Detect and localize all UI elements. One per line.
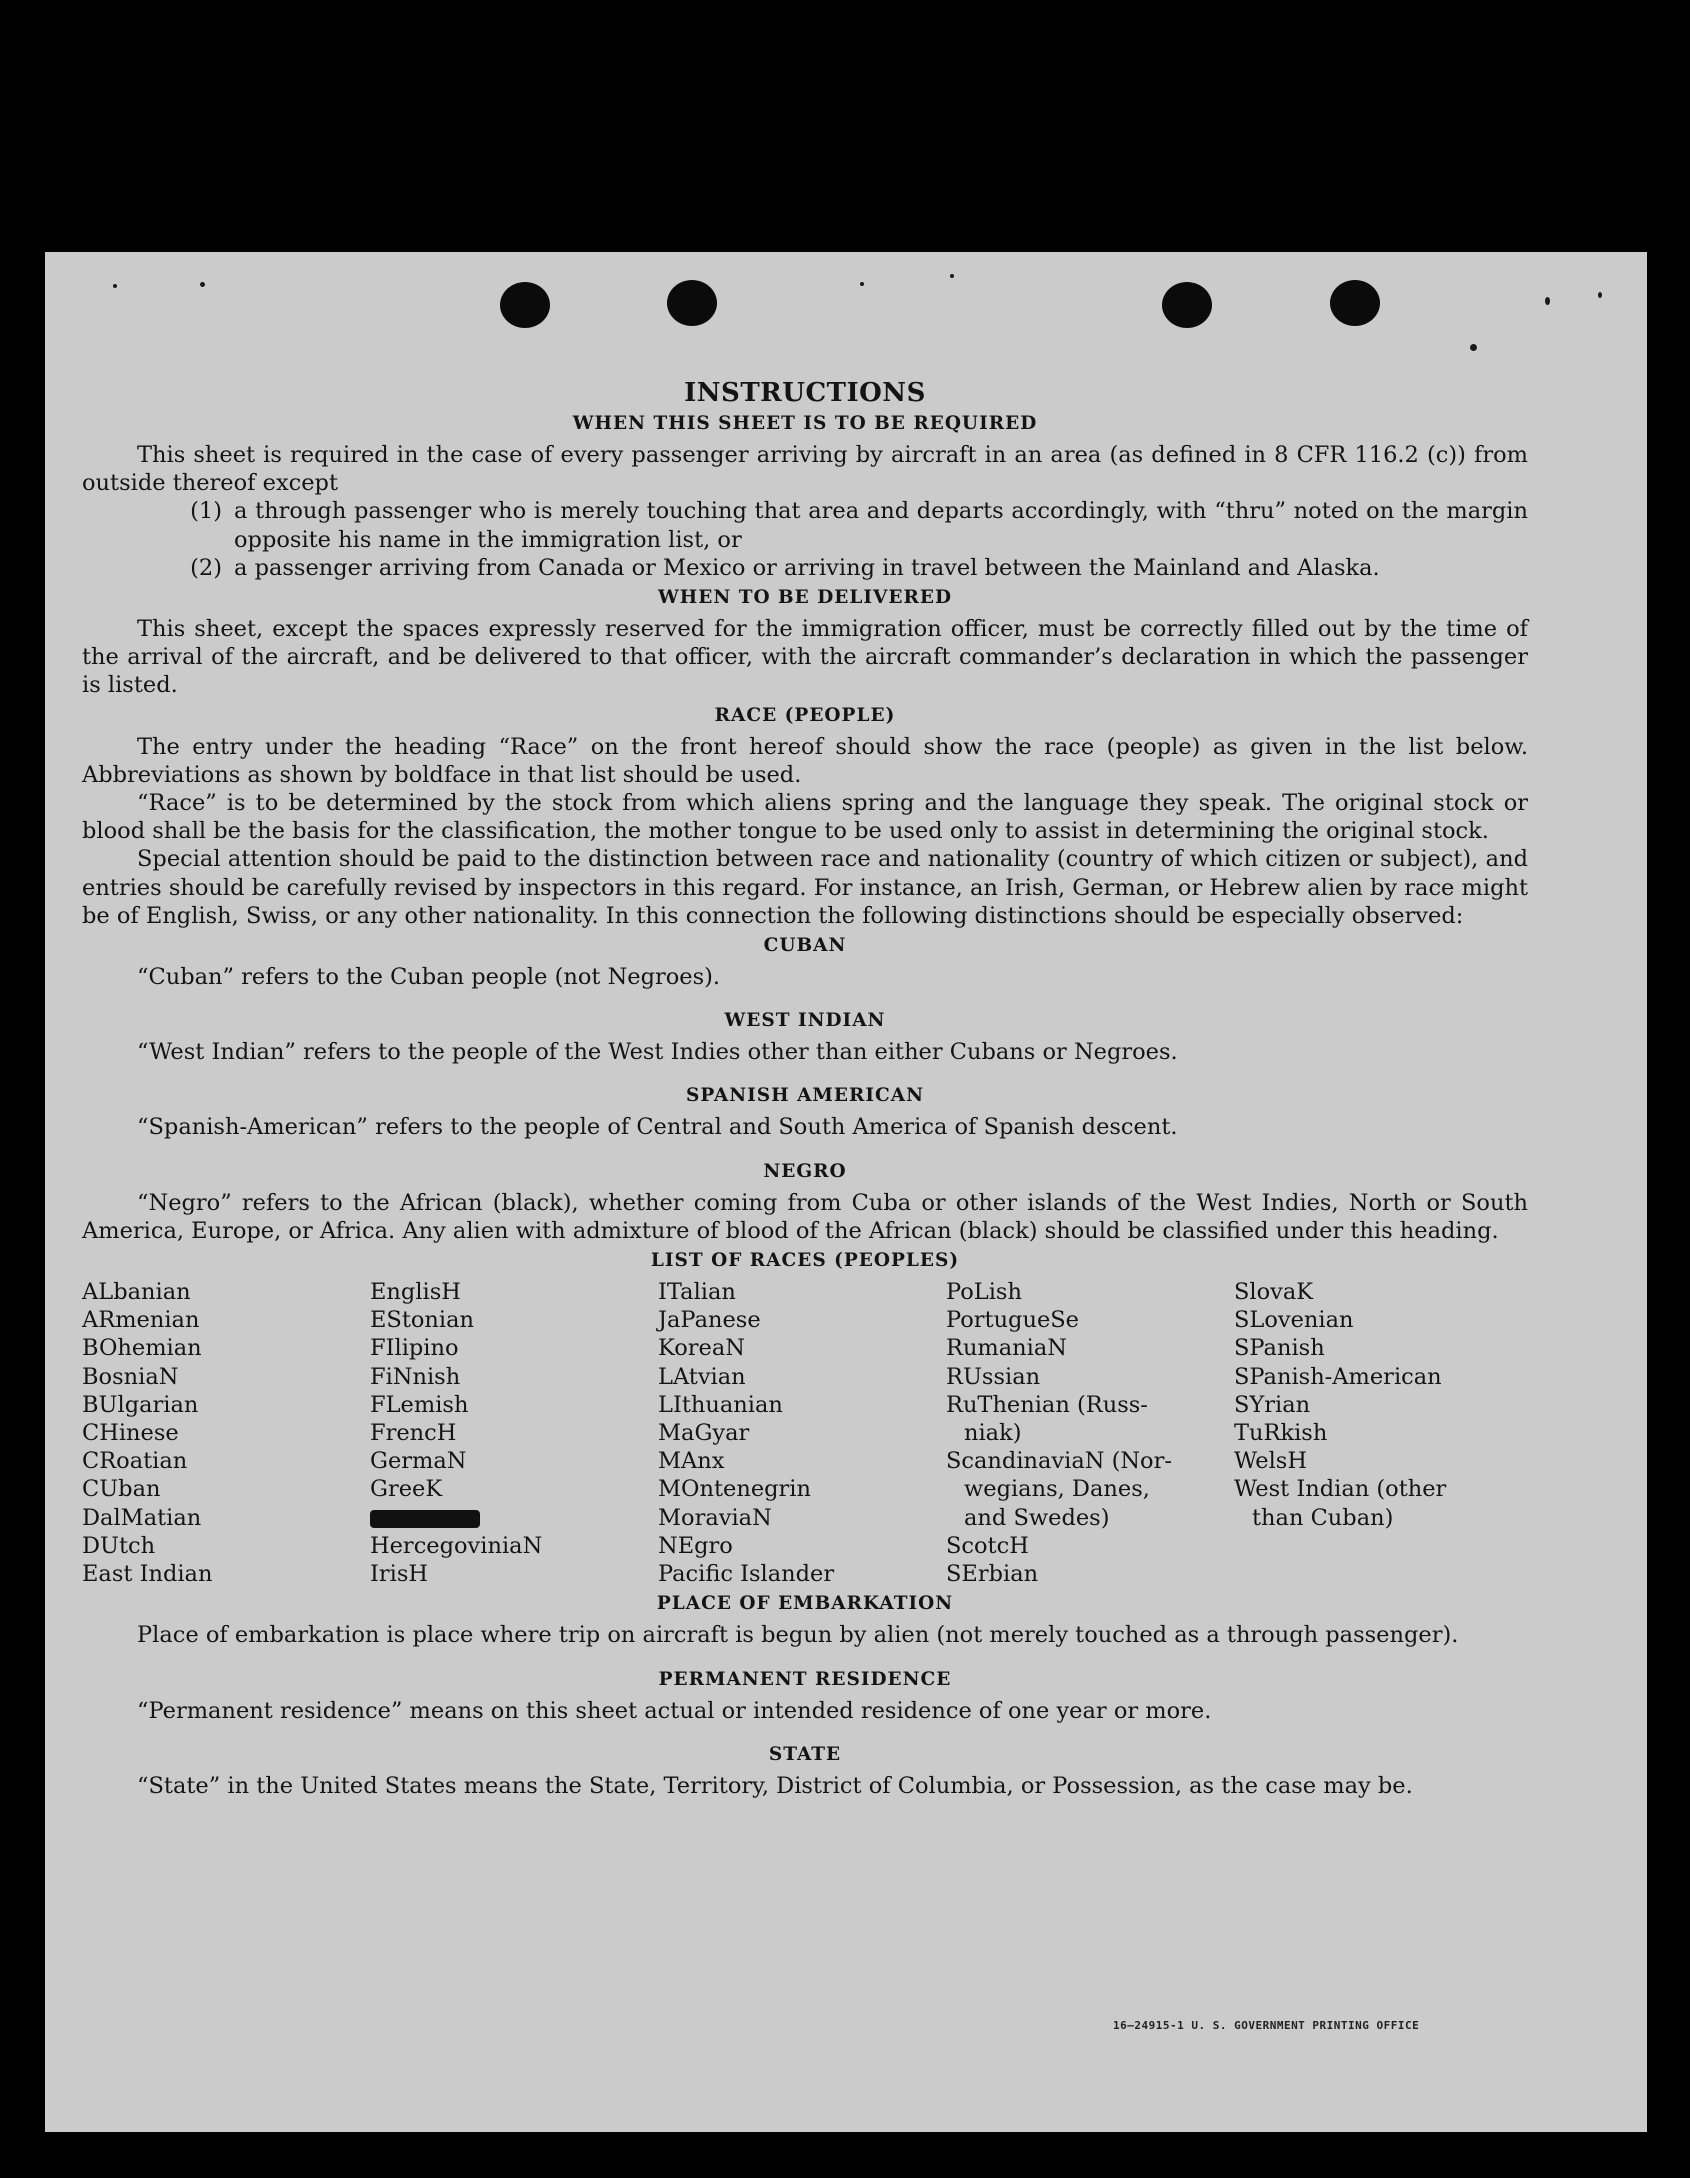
heading-embarkation: PLACE OF EMBARKATION: [656, 1593, 954, 1615]
speck: [950, 274, 954, 278]
race-entry: Pacific Islander: [658, 1561, 835, 1588]
races-list: [82, 1278, 1528, 1588]
race-entry: CUban: [82, 1476, 161, 1503]
races-column-2: [370, 1278, 658, 1588]
para-west-indian: “West Indian” refers to the people of the West Indies other than either Cubans or Negroes.: [137, 1039, 1178, 1066]
race-entry: MOntenegrin: [658, 1476, 811, 1503]
race-entry: LIthuanian: [658, 1391, 783, 1418]
race-entry: WelsH: [1234, 1448, 1307, 1475]
race-entry: FLemish: [370, 1391, 469, 1418]
heading-negro: NEGRO: [763, 1160, 847, 1182]
race-entry: SPanish-American: [1234, 1363, 1442, 1390]
para-race-3: Special attention should be paid to the distinction between race and nationality (country of which citizen or subject), and entries should be carefully revised by inspectors in this regard. For instance, an Irish, German, or Hebrew alien by race might be of English, Swiss, or any other nationality. In this connection the following distinctions should be especially observed:: [82, 846, 1528, 929]
races-column-4: [946, 1278, 1234, 1588]
punch-hole-4: [1330, 280, 1380, 326]
speck: [1598, 292, 1602, 298]
list-item: [82, 554, 1528, 582]
para-when-delivered: This sheet, except the spaces expressly reserved for the immigration officer, must be correctly filled out by the time of the arrival of the aircraft, and be delivered to that officer, with the aircraft commander’s declaration in which the passenger is listed.: [82, 616, 1528, 699]
document-sheet: [45, 252, 1647, 2132]
race-entry: wegians, Danes,: [964, 1476, 1150, 1503]
races-column-3: [658, 1278, 946, 1588]
race-entry: EStonian: [370, 1307, 475, 1334]
para-state: “State” in the United States means the State, Territory, District of Columbia, or Possession, as the case may be.: [137, 1772, 1413, 1799]
heading-when-delivered: WHEN TO BE DELIVERED: [658, 587, 952, 609]
para-cuban: “Cuban” refers to the Cuban people (not Negroes).: [137, 964, 721, 991]
race-entry: DalMatian: [82, 1504, 202, 1531]
item-number: (1): [190, 498, 222, 525]
heading-residence: PERMANENT RESIDENCE: [658, 1668, 952, 1690]
race-entry: SErbian: [946, 1561, 1039, 1588]
race-entry: SLovenian: [1234, 1307, 1354, 1334]
list-item: [82, 497, 1528, 553]
race-entry: ALbanian: [82, 1279, 191, 1306]
race-entry: and Swedes): [964, 1504, 1110, 1531]
para-when-required: This sheet is required in the case of every passenger arriving by aircraft in an area (as defined in 8 CFR 116.2 (c)) from outside thereof except: [82, 442, 1528, 497]
instructions-content: [82, 378, 1528, 1800]
heading-cuban: CUBAN: [763, 935, 847, 957]
speck: [200, 282, 205, 287]
printer-imprint: 16—24915-1 U. S. GOVERNMENT PRINTING OFFICE: [1113, 2019, 1420, 2032]
race-entry: BOhemian: [82, 1335, 202, 1362]
race-entry: ITalian: [658, 1279, 736, 1306]
heading-west-indian: WEST INDIAN: [724, 1010, 886, 1032]
heading-race: RACE (PEOPLE): [714, 704, 896, 726]
races-column-5: [1234, 1278, 1522, 1588]
race-entry: BosniaN: [82, 1363, 179, 1390]
race-entry: East Indian: [82, 1561, 213, 1588]
race-entry: EnglisH: [370, 1279, 461, 1306]
race-entry: LAtvian: [658, 1363, 746, 1390]
speck: [1470, 344, 1477, 351]
para-spanish-american: “Spanish-American” refers to the people of Central and South America of Spanish descent.: [137, 1114, 1178, 1141]
redaction-mark: [370, 1510, 480, 1528]
punch-hole-1: [500, 282, 550, 328]
race-entry: DUtch: [82, 1532, 156, 1559]
race-entry: ScandinaviaN (Nor-: [946, 1448, 1172, 1475]
race-entry: SlovaK: [1234, 1279, 1314, 1306]
speck: [860, 282, 864, 286]
page-title: INSTRUCTIONS: [684, 378, 926, 408]
race-entry: TuRkish: [1234, 1420, 1328, 1447]
race-entry: ScotcH: [946, 1532, 1029, 1559]
redacted-entry: [370, 1504, 658, 1532]
heading-when-required: WHEN THIS SHEET IS TO BE REQUIRED: [572, 413, 1038, 434]
race-entry: RuThenian (Russ-: [946, 1391, 1148, 1418]
item-number: (2): [190, 554, 222, 581]
race-entry: SPanish: [1234, 1335, 1325, 1362]
race-entry: MaGyar: [658, 1420, 750, 1447]
race-entry: FrencH: [370, 1420, 457, 1447]
para-race-2: “Race” is to be determined by the stock from which aliens spring and the language they speak. The original stock or blood shall be the basis for the classification, the mother tongue to be used only to assist in determining the original stock.: [82, 790, 1528, 845]
item-text: a passenger arriving from Canada or Mexico or arriving in travel between the Mainland and Alaska.: [234, 554, 1380, 581]
race-entry: RumaniaN: [946, 1335, 1067, 1362]
para-residence: “Permanent residence” means on this sheet actual or intended residence of one year or more.: [137, 1697, 1212, 1724]
race-entry: JaPanese: [658, 1307, 761, 1334]
para-negro: “Negro” refers to the African (black), whether coming from Cuba or other islands of the West Indies, North or South America, Europe, or Africa. Any alien with admixture of blood of the African (black) should be classified under this heading.: [82, 1189, 1528, 1244]
race-entry: MoraviaN: [658, 1504, 772, 1531]
race-entry: GermaN: [370, 1448, 467, 1475]
race-entry: RUssian: [946, 1363, 1041, 1390]
race-entry: KoreaN: [658, 1335, 745, 1362]
race-entry: ARmenian: [82, 1307, 200, 1334]
punch-hole-3: [1162, 282, 1212, 328]
race-entry: MAnx: [658, 1448, 725, 1475]
race-entry: GreeK: [370, 1476, 443, 1503]
race-entry: FiNnish: [370, 1363, 461, 1390]
race-entry: FIlipino: [370, 1335, 459, 1362]
race-entry: West Indian (other: [1234, 1476, 1447, 1503]
race-entry: niak): [964, 1420, 1022, 1447]
speck: [1545, 297, 1550, 305]
race-entry: HercegoviniaN: [370, 1532, 543, 1559]
race-entry: CRoatian: [82, 1448, 188, 1475]
race-entry: SYrian: [1234, 1391, 1311, 1418]
para-embarkation: Place of embarkation is place where trip on aircraft is begun by alien (not merely touched as a through passenger).: [137, 1622, 1459, 1649]
race-entry: BUlgarian: [82, 1391, 199, 1418]
item-text: a through passenger who is merely touching that area and departs accordingly, with “thru” noted on the margin opposite his name in the immigration list, or: [234, 498, 1528, 553]
heading-state: STATE: [768, 1743, 842, 1765]
speck: [113, 284, 117, 288]
punch-hole-2: [667, 280, 717, 326]
heading-spanish-american: SPANISH AMERICAN: [685, 1085, 925, 1107]
para-race-1: The entry under the heading “Race” on the front hereof should show the race (people) as given in the list below. Abbreviations as shown by boldface in that list should be used.: [82, 733, 1528, 788]
race-entry: than Cuban): [1252, 1504, 1394, 1531]
races-column-1: [82, 1278, 370, 1588]
race-entry: PortugueSe: [946, 1307, 1080, 1334]
heading-list-of-races: LIST OF RACES (PEOPLES): [650, 1250, 960, 1272]
race-entry: CHinese: [82, 1420, 179, 1447]
race-entry: PoLish: [946, 1279, 1022, 1306]
race-entry: NEgro: [658, 1532, 733, 1559]
race-entry: IrisH: [370, 1561, 429, 1588]
